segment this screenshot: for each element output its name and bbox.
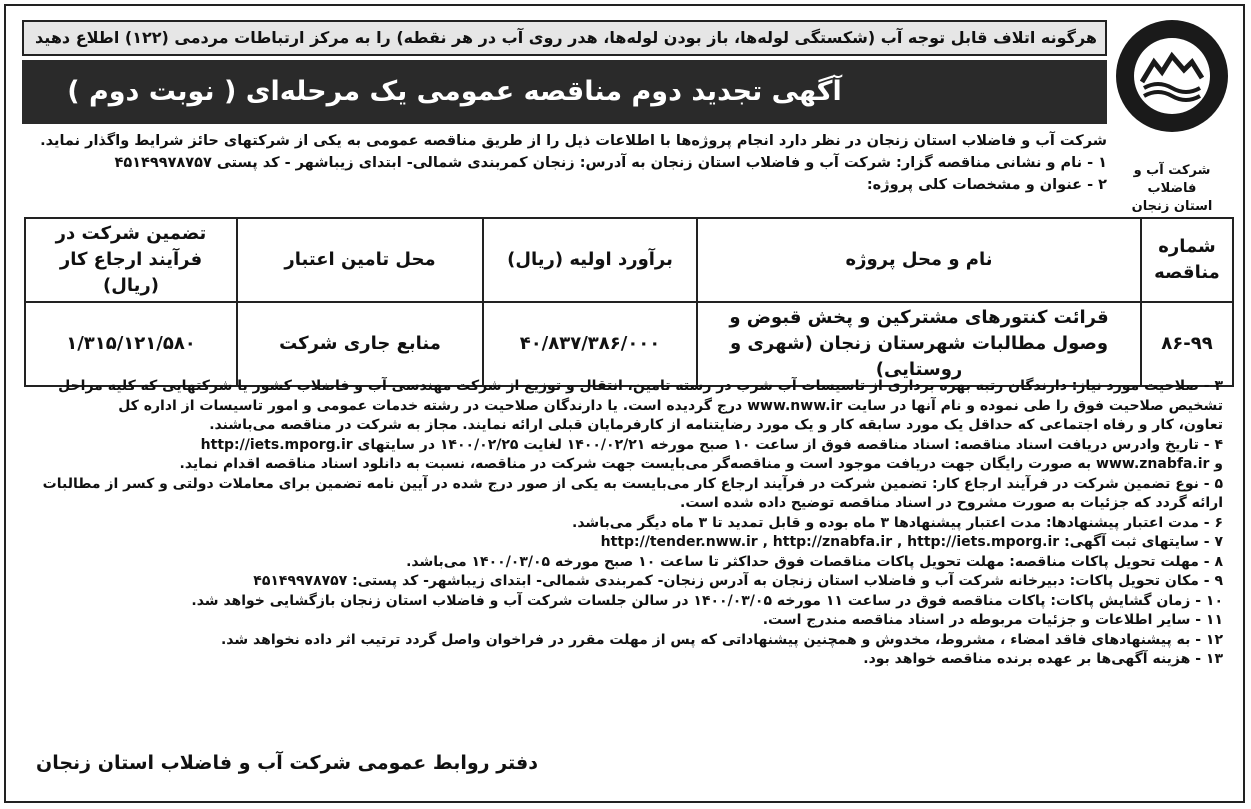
company-logo (1107, 16, 1237, 216)
cell-funding: منابع جاری شرکت (237, 302, 483, 386)
list-item: تشخیص صلاحیت فوق را طی نموده و نام آنها در سایت www.nww.ir درج گردیده است. یا دارندگان صلاحیت در رشته خدمات عمومی و امور تاسیسات از اداره کل (118, 397, 1223, 414)
cell-project-name: قرائت کنتورهای مشترکین و پخش قبوض و وصول مطالبات شهرستان زنجان (شهری و روستایی) (697, 302, 1141, 386)
cell-estimate: ۴۰/۸۳۷/۳۸۶/۰۰۰ (483, 302, 697, 386)
intro-line: ۱ - نام و نشانی مناقصه گزار: شرکت آب و فاضلاب استان زنجان به آدرس: زنجان کمربندی شمالی- ابتدای زیباشهر - کد پستی ۴۵۱۴۹۹۷۸۷۵۷ (114, 155, 1107, 171)
list-item: ۶ - مدت اعتبار پیشنهادها: مدت اعتبار پیشنهادها ۳ ماه بوده و قابل تمدید تا ۳ ماه دیگر می‌باشد. (572, 514, 1223, 531)
header-estimate: برآورد اولیه (ریال) (483, 218, 697, 302)
list-item: ۹ - مکان تحویل پاکات: دبیرخانه شرکت آب و فاضلاب استان زنجان به آدرس زنجان- کمربندی شمالی- ابتدای زیباشهر- کد پستی: ۴۵۱۴۹۹۷۸۷۵۷ (253, 573, 1223, 589)
cell-tender-number: ۸۶-۹۹ (1141, 302, 1233, 386)
intro-line: ۲ - عنوان و مشخصات کلی پروژه: (866, 177, 1107, 193)
water-waste-notice: هرگونه اتلاف قابل توجه آب (شکستگی لوله‌ها، باز بودن لوله‌ها، هدر روی آب در هر نقطه) را به مرکز ارتباطات مردمی (۱۲۲) اطلاع دهید (22, 20, 1107, 56)
list-item: ۱۳ - هزینه آگهی‌ها بر عهده برنده مناقصه خواهد بود. (863, 651, 1223, 667)
list-item: ۵ - نوع تضمین شرکت در فرآیند ارجاع کار: تضمین شرکت در فرآیند ارجاع کار می‌بایست به یکی از صور درج شده در آیین نامه تضمین برای معاملات دولتی و کسر از مطالبات (42, 475, 1223, 492)
water-company-emblem-icon (1116, 20, 1228, 132)
intro-section (22, 130, 1107, 196)
conditions-list (18, 377, 1223, 670)
logo-caption-line1: شرکت آب و فاضلاب (1133, 163, 1211, 196)
ad-title: آگهی تجدید دوم مناقصه عمومی یک مرحله‌ای ( نوبت دوم ) (67, 76, 842, 107)
list-item: ۱۰ - زمان گشایش پاکات: پاکات مناقصه فوق در ساعت ۱۱ مورخه ۱۴۰۰/۰۳/۰۵ در سالن جلسات شرکت آب و فاضلاب استان زنجان بازگشایی خواهد شد. (191, 592, 1223, 609)
list-item: تعاون، کار و رفاه اجتماعی که حداقل یک مورد سابقه کار و یک مورد رضایتنامه از کارفرمایان قبلی ارائه نمایند. مجاز به شرکت در مناقصه می‌باشند. (209, 417, 1223, 433)
ad-title-bar (22, 60, 1107, 124)
projects-table (24, 217, 1234, 387)
list-item: ۱۱ - سایر اطلاعات و جزئیات مربوطه در اسناد مناقصه مندرج است. (762, 612, 1223, 628)
table-row (25, 302, 1233, 386)
cell-guarantee: ۱/۳۱۵/۱۲۱/۵۸۰ (25, 302, 237, 386)
list-item: ۴ - تاریخ وادرس دریافت اسناد مناقصه: اسناد مناقصه فوق از ساعت ۱۰ صبح مورخه ۱۴۰۰/۰۲/۲۱ لغایت ۱۴۰۰/۰۲/۲۵ در سایتهای http://iets.mporg.ir (200, 436, 1223, 453)
list-item: ۳ - صلاحیت مورد نیاز: دارندگان رتبه بهره برداری از تاسیسات آب شرب در رسته تامین، انتقال و توزیع از شرکت مهندسی آب و فاضلاب کشور یا شرکتهایی که کلیه مراحل (58, 378, 1223, 394)
header-project-name: نام و محل پروژه (697, 218, 1141, 302)
signature: دفتر روابط عمومی شرکت آب و فاضلاب استان زنجان (36, 752, 538, 774)
list-item: و www.znabfa.ir به صورت رایگان جهت دریافت موجود است و مناقصه‌گر می‌بایست جهت شرکت در مناقصه، نسبت به دانلود اسناد مناقصه اقدام نماید. (179, 456, 1223, 472)
list-item: ارائه گردد که جزئیات به صورت مشروح در اسناد مناقصه توضیح داده شده است. (680, 495, 1223, 511)
header-funding: محل تامین اعتبار (237, 218, 483, 302)
logo-caption-line2: استان زنجان (1131, 199, 1213, 214)
list-item: ۱۲ - به پیشنهادهای فاقد امضاء ، مشروط، مخدوش و همچنین پیشنهاداتی که پس از مهلت مقرر در فراخوان واصل گردد ترتیب اثر داده نخواهد شد. (220, 631, 1223, 648)
list-item: ۸ - مهلت تحویل پاکات مناقصه: مهلت تحویل پاکات مناقصات فوق حداکثر تا ساعت ۱۰ صبح مورخه ۱۴۰۰/۰۳/۰۵ می‌باشد. (406, 553, 1223, 570)
table-header-row (25, 218, 1233, 302)
header-guarantee: تضمین شرکت در فرآیند ارجاع کار (ریال) (25, 218, 237, 302)
list-item: ۷ - سایتهای ثبت آگهی: http://tender.nww.ir , http://znabfa.ir , http://iets.mporg.ir (600, 534, 1223, 550)
header-tender-number: شماره مناقصه (1141, 218, 1233, 302)
intro-line: شرکت آب و فاضلاب استان زنجان در نظر دارد انجام پروژه‌ها با اطلاعات ذیل را از طریق مناقصه عمومی به یکی از شرکتهای حائز شرایط واگذار نماید. (40, 133, 1107, 149)
